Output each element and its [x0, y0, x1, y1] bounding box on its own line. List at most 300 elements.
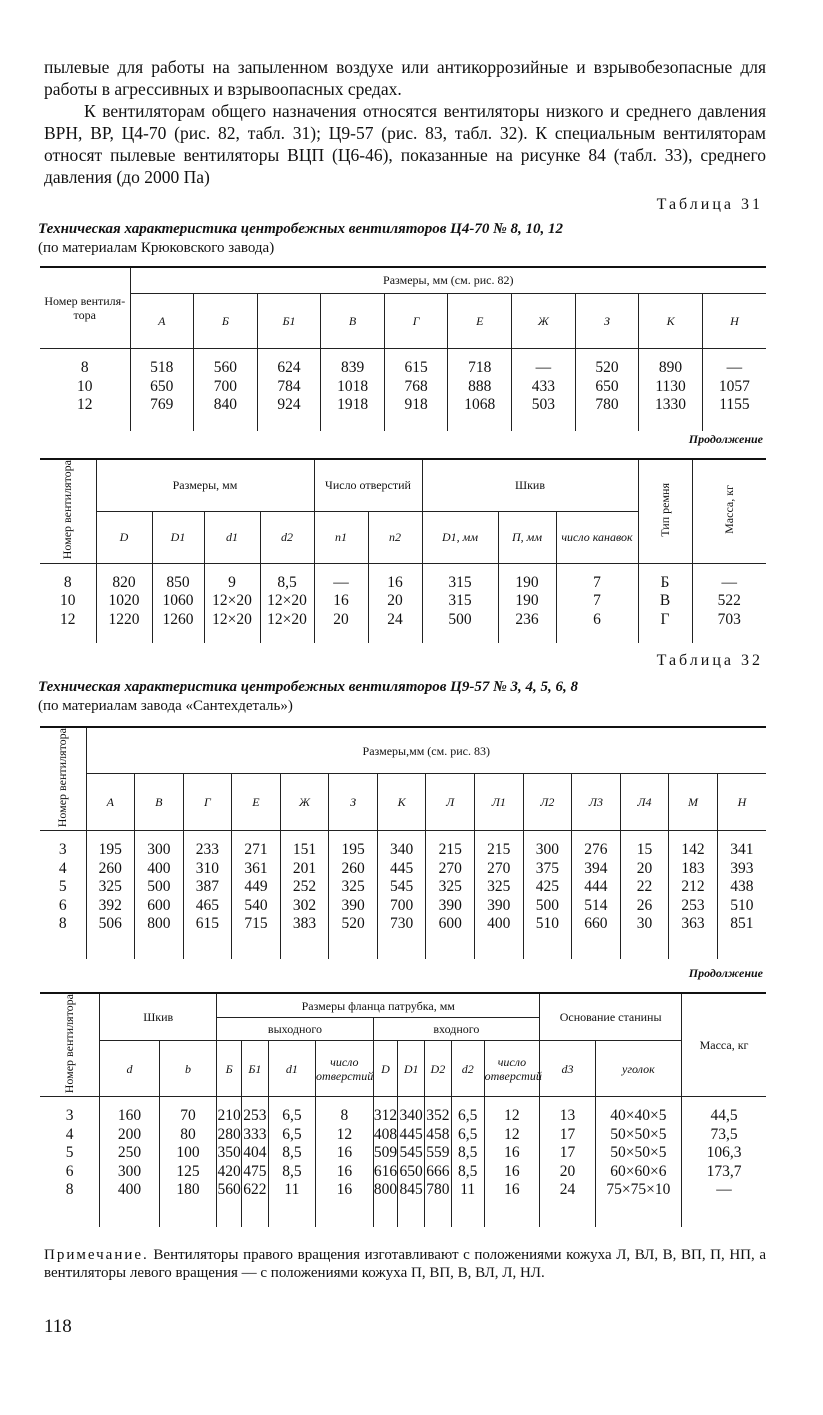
- table-cell: 800: [373, 1181, 398, 1199]
- table-cell: 260: [98, 859, 122, 877]
- table-cell: —: [721, 573, 737, 591]
- table-cell: 24: [387, 610, 403, 628]
- table-cell: 24: [559, 1181, 576, 1199]
- table-cell-column: [260, 563, 314, 643]
- table-cell: 44,5: [710, 1107, 738, 1125]
- column-header: число отверстий: [484, 1041, 540, 1097]
- column-header: В: [135, 774, 184, 831]
- table-cell: 408: [373, 1125, 398, 1143]
- table-cell: 784: [277, 377, 301, 395]
- table-cell: 1068: [464, 396, 496, 413]
- table-cell-column: [152, 563, 204, 643]
- table-cell-column: [194, 349, 258, 431]
- column-header: d1: [204, 511, 260, 563]
- column-header: D: [373, 1041, 398, 1097]
- table-cell: 425: [535, 878, 559, 896]
- table-cell: 260: [341, 859, 365, 877]
- table-cell-column: [692, 563, 766, 643]
- column-header: К: [639, 293, 703, 348]
- table-cell: 444: [584, 878, 608, 896]
- column-header: Е: [448, 293, 512, 348]
- table-cell: 514: [584, 896, 608, 914]
- table-cell: 520: [595, 359, 619, 376]
- table-cell: 17: [559, 1144, 576, 1162]
- table-cell: 190: [515, 573, 539, 591]
- table-cell: 8,5: [282, 1144, 302, 1162]
- table-cell: 16: [504, 1181, 520, 1199]
- table-cell: 851: [730, 915, 754, 933]
- table-cell: 769: [150, 396, 174, 413]
- table-cell-column: [183, 831, 232, 959]
- table-cell-column: [377, 831, 426, 959]
- table-cell: 8,5: [458, 1162, 478, 1180]
- table-cell-column: [40, 1097, 100, 1227]
- table-cell: 375: [535, 859, 559, 877]
- table-cell: 1060: [162, 592, 194, 609]
- table-cell: В: [659, 592, 671, 609]
- table-cell: 302: [292, 896, 317, 914]
- table-row: [40, 831, 766, 959]
- table-cell: 500: [147, 878, 171, 896]
- table-cell-column: [280, 831, 329, 959]
- table32-title-text: Техническая характеристика центробежных вентиляторов Ц9-57 № 3, 4, 5, 6, 8: [38, 679, 579, 695]
- table-cell: 12: [60, 610, 76, 628]
- table-cell: 387: [195, 878, 220, 896]
- column-header: Ж: [280, 774, 329, 831]
- table-cell: Г: [660, 610, 670, 628]
- t32p2-inlet-header: входного: [373, 1018, 540, 1041]
- table-cell: 650: [595, 377, 619, 395]
- table-cell-column: [329, 831, 378, 959]
- table-cell: 3: [65, 1107, 74, 1125]
- table-cell: 393: [730, 859, 754, 877]
- table-cell: 615: [195, 915, 220, 933]
- t31p1-group-header: Размеры, мм (см. рис. 82): [130, 267, 766, 293]
- table-cell-column: [373, 1097, 398, 1227]
- t31p1-rowhead: Номер вентиля-тора: [40, 267, 130, 349]
- table-cell: 449: [244, 878, 268, 896]
- t32p2-pulley-header: Шкив: [100, 993, 217, 1041]
- table-cell-column: [595, 1097, 681, 1227]
- note-label: Примечание.: [44, 1247, 149, 1263]
- table-cell: 6,5: [458, 1125, 478, 1143]
- table-cell: 890: [658, 359, 683, 376]
- table-cell: 666: [426, 1162, 450, 1180]
- table-cell: 106,3: [706, 1144, 742, 1162]
- column-header: Л1: [475, 774, 524, 831]
- table-cell: 280: [217, 1125, 241, 1143]
- table-cell: 8: [340, 1107, 349, 1125]
- table-cell: 1057: [718, 377, 750, 395]
- table-cell: 180: [176, 1181, 200, 1199]
- table-cell: 352: [426, 1107, 450, 1125]
- table-cell: 6: [65, 1162, 74, 1180]
- table-cell: 718: [468, 359, 492, 376]
- column-header: d: [100, 1041, 160, 1097]
- table-cell: 12: [504, 1107, 520, 1125]
- table-row: [40, 349, 766, 431]
- table-cell: 183: [681, 859, 705, 877]
- table-cell: 660: [584, 915, 608, 933]
- table-cell: 142: [681, 841, 705, 859]
- table-cell-column: [572, 831, 621, 959]
- table-cell: 16: [504, 1162, 520, 1180]
- table-cell: 125: [176, 1162, 200, 1180]
- table-cell-column: [321, 349, 385, 431]
- table-cell: 325: [487, 878, 511, 896]
- table-cell: 195: [98, 841, 122, 859]
- column-header: Б: [217, 1041, 242, 1097]
- table-cell: 12: [336, 1125, 353, 1143]
- table-cell-column: [639, 349, 703, 431]
- table-cell: 11: [284, 1181, 300, 1199]
- table-cell-column: [242, 1097, 269, 1227]
- table-cell: 6,5: [282, 1107, 302, 1125]
- table-cell-column: [702, 349, 766, 431]
- table-cell-column: [40, 349, 130, 431]
- table-cell: 560: [213, 359, 238, 376]
- table-cell: 325: [98, 878, 122, 896]
- table-cell: 195: [341, 841, 365, 859]
- column-header: уголок: [595, 1041, 681, 1097]
- table-cell: 510: [730, 896, 754, 914]
- table-cell: Б: [660, 573, 670, 591]
- table-cell-column: [316, 1097, 374, 1227]
- table-cell-column: [448, 349, 512, 431]
- table-cell: 703: [717, 610, 741, 628]
- table-cell: 201: [292, 859, 317, 877]
- table-cell: 8: [80, 359, 89, 376]
- column-header: Е: [232, 774, 281, 831]
- table-cell: 780: [595, 396, 619, 413]
- table-cell: 233: [195, 841, 220, 859]
- t31p2-sizes-header: Размеры, мм: [96, 459, 314, 511]
- table-cell: 420: [217, 1162, 241, 1180]
- column-header: b: [159, 1041, 217, 1097]
- table-cell-column: [426, 831, 475, 959]
- column-header: А: [130, 293, 194, 348]
- table-cell: 475: [243, 1162, 267, 1180]
- table-cell: 390: [487, 896, 511, 914]
- column-header: D: [96, 511, 152, 563]
- table-cell: 300: [147, 841, 171, 859]
- table-cell: 11: [460, 1181, 476, 1199]
- table-cell: —: [333, 573, 349, 591]
- table-cell: 253: [681, 896, 705, 914]
- table-cell-column: [540, 1097, 596, 1227]
- table-cell: 888: [468, 377, 492, 395]
- table31-label: Таблица 31: [656, 196, 763, 213]
- table-cell: 1220: [108, 610, 140, 628]
- table-cell: 616: [373, 1162, 398, 1180]
- table-cell: 16: [336, 1162, 353, 1180]
- column-header: Г: [384, 293, 448, 348]
- table-cell-column: [484, 1097, 540, 1227]
- table-cell: 6: [593, 610, 601, 628]
- table-cell: 190: [515, 592, 539, 609]
- table-cell-column: [422, 563, 498, 643]
- column-header: число канавок: [556, 511, 638, 563]
- table-cell: 20: [559, 1162, 576, 1180]
- column-header: n1: [314, 511, 368, 563]
- page-number: 118: [44, 1316, 72, 1337]
- table-cell: 924: [277, 396, 301, 413]
- column-header: d2: [260, 511, 314, 563]
- table-cell: 4: [58, 859, 67, 877]
- table-cell: —: [716, 1181, 732, 1199]
- table-cell: 624: [277, 359, 301, 376]
- table-cell: 210: [217, 1107, 241, 1125]
- table-cell: 510: [535, 915, 559, 933]
- table-cell: 73,5: [710, 1125, 738, 1143]
- table-cell: 845: [399, 1181, 423, 1199]
- table32-subtitle: (по материалам завода «Сантехдеталь»): [38, 698, 293, 714]
- table-cell: 16: [333, 592, 349, 609]
- column-header: Г: [183, 774, 232, 831]
- column-header: З: [575, 293, 639, 348]
- table-cell: —: [726, 359, 743, 376]
- table-cell: 715: [244, 915, 268, 933]
- table-cell: 800: [147, 915, 171, 933]
- t32p2-mass-header: Масса, кг: [699, 1038, 749, 1053]
- table-cell: 700: [390, 896, 414, 914]
- table-cell: 40×40×5: [610, 1107, 667, 1125]
- table-cell: 8: [63, 573, 72, 591]
- table-cell: 1155: [719, 396, 750, 413]
- table-cell-column: [498, 563, 556, 643]
- column-header: D1: [398, 1041, 425, 1097]
- column-header: d1: [268, 1041, 315, 1097]
- table-cell-column: [314, 563, 368, 643]
- table-cell-column: [232, 831, 281, 959]
- table-cell: 700: [213, 377, 238, 395]
- table-cell: 253: [243, 1107, 267, 1125]
- table-cell: 615: [404, 359, 428, 376]
- table-cell: 445: [390, 859, 414, 877]
- column-header: D2: [425, 1041, 452, 1097]
- table-cell: 1018: [337, 377, 369, 395]
- table-cell: 8,5: [458, 1144, 478, 1162]
- table-cell: 850: [166, 573, 190, 591]
- table-cell: 341: [730, 841, 754, 859]
- table-cell: 622: [243, 1181, 267, 1199]
- table-cell: —: [535, 359, 552, 376]
- table-cell: 15: [636, 841, 653, 859]
- t32p2-base-header: Основание станины: [540, 993, 682, 1041]
- table-cell: 10: [77, 377, 93, 395]
- table-cell: 6,5: [458, 1107, 478, 1125]
- table-cell: 509: [373, 1144, 398, 1162]
- table-cell: 12×20: [212, 610, 252, 628]
- column-header: Л3: [572, 774, 621, 831]
- table32-title: [38, 678, 768, 716]
- table32-continuation: Продолжение: [688, 966, 763, 980]
- table-cell: 252: [292, 878, 317, 896]
- table-cell: 522: [717, 592, 741, 609]
- table-cell-column: [268, 1097, 315, 1227]
- column-header: Л2: [523, 774, 572, 831]
- table-cell: 75×75×10: [606, 1181, 671, 1199]
- table-cell: 4: [65, 1125, 74, 1143]
- table-cell: 310: [195, 859, 220, 877]
- table-cell: 70: [180, 1107, 196, 1125]
- table-cell: 340: [399, 1107, 423, 1125]
- t32p1-rowhead: Номер вентилятора: [40, 727, 86, 831]
- table-cell: 10: [60, 592, 76, 609]
- table-cell: 16: [387, 573, 403, 591]
- table-cell: 8,5: [277, 573, 297, 591]
- column-header: D1, мм: [422, 511, 498, 563]
- table-cell: 465: [195, 896, 220, 914]
- table-cell: 6,5: [282, 1125, 302, 1143]
- t32p1-group-header: Размеры,мм (см. рис. 83): [86, 727, 766, 774]
- table-cell: 16: [504, 1144, 520, 1162]
- table-cell: 12×20: [267, 610, 307, 628]
- table31-part1: [40, 266, 766, 431]
- table-cell: 545: [390, 878, 414, 896]
- table-cell: 458: [426, 1125, 450, 1143]
- table-cell-column: [523, 831, 572, 959]
- t32p2-rowhead: Номер вентилятора: [40, 993, 100, 1097]
- table-row: [40, 563, 766, 643]
- t31p2-rowhead: Номер вентилятора: [40, 459, 96, 563]
- table-cell: 433: [531, 377, 555, 395]
- table-cell: 160: [117, 1107, 142, 1125]
- table-cell: 340: [390, 841, 414, 859]
- table-cell: 8: [65, 1181, 74, 1199]
- table31-continuation: Продолжение: [688, 432, 763, 446]
- table-cell: 7: [593, 573, 601, 591]
- table-cell: 215: [487, 841, 511, 859]
- table-cell: 6: [58, 896, 67, 914]
- t31p2-pulley-header: Шкив: [422, 459, 638, 511]
- table-cell: 30: [636, 915, 653, 933]
- table-cell-column: [669, 831, 718, 959]
- table-cell: 312: [373, 1107, 398, 1125]
- column-header: Б: [194, 293, 258, 348]
- table-cell: 361: [244, 859, 268, 877]
- table-cell-column: [620, 831, 669, 959]
- table-cell: 276: [584, 841, 608, 859]
- table-cell-column: [682, 1097, 766, 1227]
- table-cell: 390: [438, 896, 462, 914]
- table-cell: 80: [180, 1125, 196, 1143]
- table31-title: [38, 220, 768, 258]
- table-cell: 730: [390, 915, 414, 933]
- table-cell: 540: [244, 896, 268, 914]
- table-cell-column: [425, 1097, 452, 1227]
- column-header: А: [86, 774, 135, 831]
- table-cell: 22: [636, 878, 653, 896]
- table-cell: 250: [117, 1144, 142, 1162]
- table-cell: 270: [487, 859, 511, 877]
- table-cell-column: [475, 831, 524, 959]
- table-cell: 383: [292, 915, 317, 933]
- table-cell: 16: [336, 1144, 353, 1162]
- table-cell: 780: [426, 1181, 450, 1199]
- table-cell: 918: [404, 396, 428, 413]
- table-row: [40, 1097, 766, 1227]
- table-cell: 12: [77, 396, 93, 413]
- table-cell: 20: [636, 859, 653, 877]
- table-cell: 270: [438, 859, 462, 877]
- intro-paragraph-1: пылевые для работы на запыленном воздухе или антикоррозийные и взрывобезопасные для работы в агрессивных и взрывоопасных средах.: [44, 57, 766, 99]
- table-cell: 520: [341, 915, 365, 933]
- table-cell: 503: [531, 396, 555, 413]
- table-cell: 8,5: [282, 1162, 302, 1180]
- column-header: Н: [737, 795, 747, 810]
- table-cell: 215: [438, 841, 462, 859]
- table-cell-column: [556, 563, 638, 643]
- table-cell-column: [217, 1097, 242, 1227]
- table-cell-column: [135, 831, 184, 959]
- table-cell: 26: [636, 896, 653, 914]
- table-cell: 20: [387, 592, 403, 609]
- table-cell: 600: [438, 915, 462, 933]
- table-cell-column: [96, 563, 152, 643]
- table-cell-column: [575, 349, 639, 431]
- column-header: D1: [152, 511, 204, 563]
- table-cell-column: [451, 1097, 484, 1227]
- table-cell: 151: [292, 841, 317, 859]
- table32-label: Таблица 32: [656, 652, 763, 669]
- table-cell: 506: [98, 915, 122, 933]
- column-header: В: [321, 293, 385, 348]
- table-cell: 13: [559, 1107, 576, 1125]
- t32p2-flange-header: Размеры фланца патрубка, мм: [217, 993, 540, 1018]
- table-cell: 325: [341, 878, 365, 896]
- table-cell: 12×20: [212, 592, 252, 609]
- table-cell: 820: [112, 573, 136, 591]
- table-cell: 445: [399, 1125, 423, 1143]
- column-header: d2: [451, 1041, 484, 1097]
- table-cell: 236: [515, 610, 539, 628]
- intro-paragraph-2: К вентиляторам общего назначения относятся вентиляторы низкого и среднего давления ВРН, ВР, Ц4-70 (рис. 82, табл. 31); Ц9-57 (рис. 83, табл. 32). К специальным вентиляторам относят пылевые вентиляторы ВЦП (Ц6-46), показанные на рисунке 84 (табл. 33), среднего давления (до 2000 Па): [44, 101, 766, 187]
- table-cell: 394: [584, 859, 608, 877]
- table-cell: 650: [399, 1162, 423, 1180]
- table-cell: 100: [176, 1144, 200, 1162]
- table-cell-column: [398, 1097, 425, 1227]
- table-cell: 173,7: [706, 1162, 742, 1180]
- column-header: Н: [730, 313, 739, 328]
- table-cell-column: [159, 1097, 217, 1227]
- column-header: М: [669, 774, 718, 831]
- column-header: n2: [368, 511, 422, 563]
- table-cell: 839: [340, 359, 365, 376]
- column-header: Л4: [620, 774, 669, 831]
- table-cell: 50×50×5: [610, 1144, 667, 1162]
- table32-part1: [40, 726, 766, 959]
- table-cell: 840: [213, 396, 238, 413]
- column-header: число отверстий: [316, 1041, 374, 1097]
- table-cell: 1020: [108, 592, 140, 609]
- table-cell: 404: [243, 1144, 267, 1162]
- table-cell: 5: [58, 878, 67, 896]
- table-cell: 9: [228, 573, 236, 591]
- column-header: Л: [426, 774, 475, 831]
- table-note: [44, 1246, 766, 1282]
- table32-part2: [40, 992, 766, 1227]
- table-cell-column: [130, 349, 194, 431]
- table-cell: 16: [336, 1181, 353, 1199]
- table-cell: 212: [681, 878, 705, 896]
- table-cell: 518: [150, 359, 174, 376]
- table-cell: 363: [681, 915, 705, 933]
- table-cell-column: [512, 349, 576, 431]
- table-cell: 500: [448, 610, 472, 628]
- table-cell: 400: [487, 915, 511, 933]
- column-header: Б1: [242, 1041, 269, 1097]
